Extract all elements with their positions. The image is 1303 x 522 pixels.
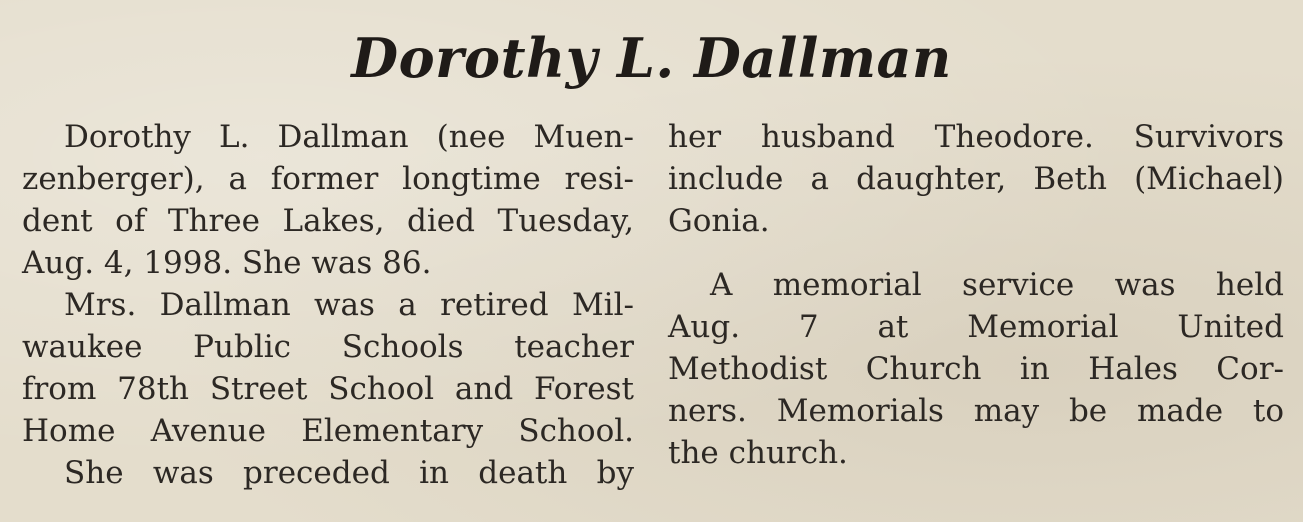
- text-line: Methodist Church in Hales Cor-: [668, 351, 1284, 387]
- text-line: Mrs. Dallman was a retired Mil-: [64, 287, 634, 323]
- text-line: Aug. 7 at Memorial United: [668, 309, 1284, 345]
- text-line: Gonia.: [668, 203, 770, 239]
- text-line: from 78th Street School and Forest: [22, 371, 634, 407]
- obituary-title: Dorothy L. Dallman: [351, 26, 952, 90]
- text-line: include a daughter, Beth (Michael): [668, 161, 1284, 197]
- left-column: [22, 116, 634, 494]
- text-line: ners. Memorials may be made to: [668, 393, 1284, 429]
- text-line: A memorial service was held: [710, 267, 1284, 303]
- text-line: She was preceded in death by: [64, 455, 634, 491]
- text-line: zenberger), a former longtime resi-: [22, 161, 634, 197]
- text-line: Aug. 4, 1998. She was 86.: [22, 245, 432, 281]
- text-line: the church.: [668, 435, 848, 471]
- text-line: dent of Three Lakes, died Tuesday,: [22, 203, 634, 239]
- text-line: her husband Theodore. Survivors: [668, 119, 1284, 155]
- right-column: [668, 116, 1284, 474]
- paragraph-gap: [668, 242, 1284, 264]
- text-line: Home Avenue Elementary School.: [22, 413, 634, 449]
- text-line: waukee Public Schools teacher: [22, 329, 634, 365]
- text-line: Dorothy L. Dallman (nee Muen-: [64, 119, 634, 155]
